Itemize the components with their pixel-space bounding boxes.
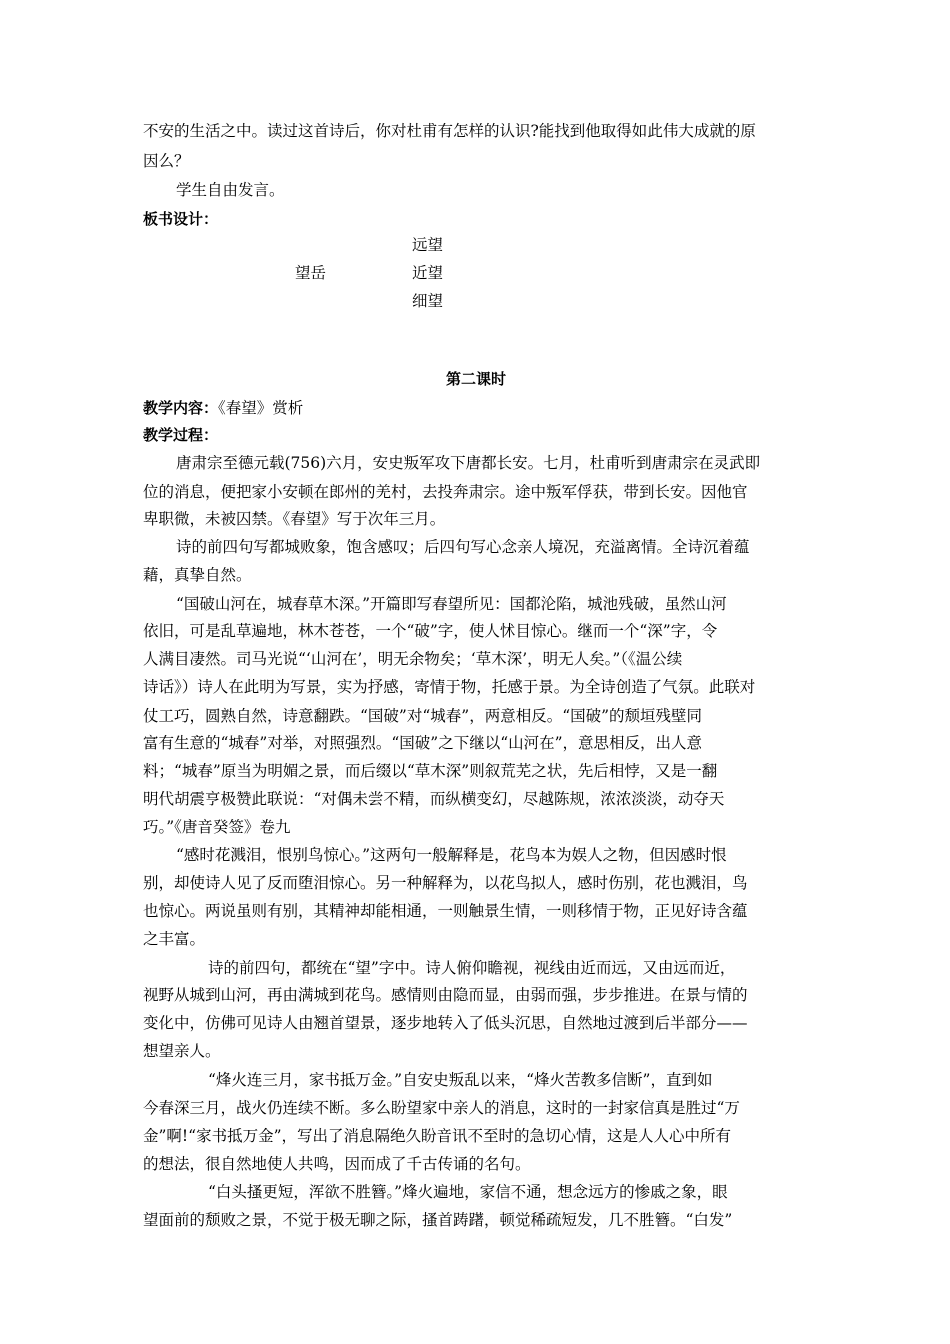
board-item-detail: 细望	[412, 292, 444, 310]
para4-line2: 别，却使诗人见了反而堕泪惊心。另一种解释为，以花鸟拟人，感时伤别，花也溅泪，鸟	[143, 874, 748, 892]
teaching-process-label: 教学过程：	[143, 426, 219, 444]
para4-line3: 也惊心。两说虽则有别，其精神却能相通，一则触景生情，一则移情于物，正见好诗含蕴	[143, 902, 748, 920]
teaching-content	[143, 398, 809, 420]
lesson-title: 第二课时	[445, 370, 506, 388]
board-item-near: 近望	[412, 264, 444, 282]
board-heading: 板书设计：	[143, 210, 219, 228]
teaching-content-value: 《春望》赏析	[218, 399, 304, 417]
para5-line1: 诗的前四句，都统在“望”字中。诗人俯仰瞻视，视线由近而远，又由远而近，	[208, 959, 736, 977]
para3-line4: 诗话》）诗人在此明为写景，实为抒感，寄情于物，托感于景。为全诗创造了气氛。此联对	[143, 678, 756, 696]
para3-line9: 巧。”《唐音癸签》卷九	[143, 818, 291, 836]
para2-line1: 诗的前四句写都城败象，饱含感叹；后四句写心念亲人境况，充溢离情。全诗沉着蕴	[176, 538, 750, 556]
para3-line2: 依旧，可是乱草遍地，林木苍苍，一个“破”字，使人怵目惊心。继而一个“深”字，令	[143, 622, 718, 640]
para1-line1: 唐肃宗至德元载(756)六月，安史叛军攻下唐都长安。七月，杜甫听到唐肃宗在灵武即	[176, 454, 761, 472]
para7-line1: “白头搔更短，浑欲不胜簪。”烽火遍地，家信不通，想念远方的惨戚之象，眼	[208, 1183, 728, 1201]
para2-line2: 藉，真挚自然。	[143, 566, 252, 584]
intro-line-3: 学生自由发言。	[176, 181, 285, 199]
board-item-far: 远望	[412, 236, 444, 254]
para6-line4: 的想法，很自然地使人共鸣，因而成了千古传诵的名句。	[143, 1155, 531, 1173]
para3-line8: 明代胡震亨极赞此联说：“对偶未尝不精，而纵横变幻，尽越陈规，浓浓淡淡，动夺天	[143, 790, 725, 808]
para3-line7: 料；“城春”原当为明媚之景，而后缀以“草木深”则叙荒芜之状，先后相悖，又是一翻	[143, 762, 718, 780]
para1-line2: 位的消息，便把家小安顿在郎州的羌村，去投奔肃宗。途中叛军俘获，带到长安。因他官	[143, 483, 748, 501]
para4-line4: 之丰富。	[143, 930, 206, 948]
para3-line3: 人满目凄然。司马光说“‘山河在’，明无余物矣；‘草木深’，明无人矣。”（《温公续	[143, 650, 683, 668]
intro-line-1: 不安的生活之中。读过这首诗后，你对杜甫有怎样的认识?能找到他取得如此伟大成就的原	[143, 122, 756, 140]
para3-line5: 仗工巧，圆熟自然，诗意翻跌。“国破”对“城春”，两意相反。“国破”的颓垣残壁同	[143, 707, 703, 725]
para3-line1: “国破山河在，城春草木深。”开篇即写春望所见：国都沦陷，城池残破，虽然山河	[176, 595, 727, 613]
para5-line3: 变化中，仿佛可见诗人由翘首望景，逐步地转入了低头沉思，自然地过渡到后半部分——	[143, 1014, 748, 1032]
para6-line3: 金”啊!“家书抵万金”，写出了消息隔绝久盼音讯不至时的急切心情，这是人人心中所有	[143, 1127, 732, 1145]
para6-line1: “烽火连三月，家书抵万金。”自安史叛乱以来，“烽火苦教多信断”，直到如	[208, 1071, 713, 1089]
para5-line2: 视野从城到山河，再由满城到花鸟。感情则由隐而显，由弱而强，步步推进。在景与情的	[143, 986, 748, 1004]
board-title: 望岳	[295, 264, 327, 282]
para3-line6: 富有生意的“城春”对举，对照强烈。“国破”之下继以“山河在”，意思相反，出人意	[143, 734, 703, 752]
para4-line1: “感时花溅泪，恨别鸟惊心。”这两句一般解释是，花鸟本为娱人之物，但因感时恨	[176, 846, 727, 864]
intro-line-2: 因么？	[143, 152, 190, 170]
para6-line2: 今春深三月，战火仍连续不断。多么盼望家中亲人的消息，这时的一封家信真是胜过“万	[143, 1099, 740, 1117]
teaching-content-label: 教学内容：	[143, 399, 219, 417]
para7-line2: 望面前的颓败之景，不觉于极无聊之际，搔首踌躇，顿觉稀疏短发，几不胜簪。“白发”	[143, 1211, 733, 1229]
para5-line4: 想望亲人。	[143, 1042, 221, 1060]
para1-line3: 卑职微，未被囚禁。《春望》写于次年三月。	[143, 510, 446, 528]
